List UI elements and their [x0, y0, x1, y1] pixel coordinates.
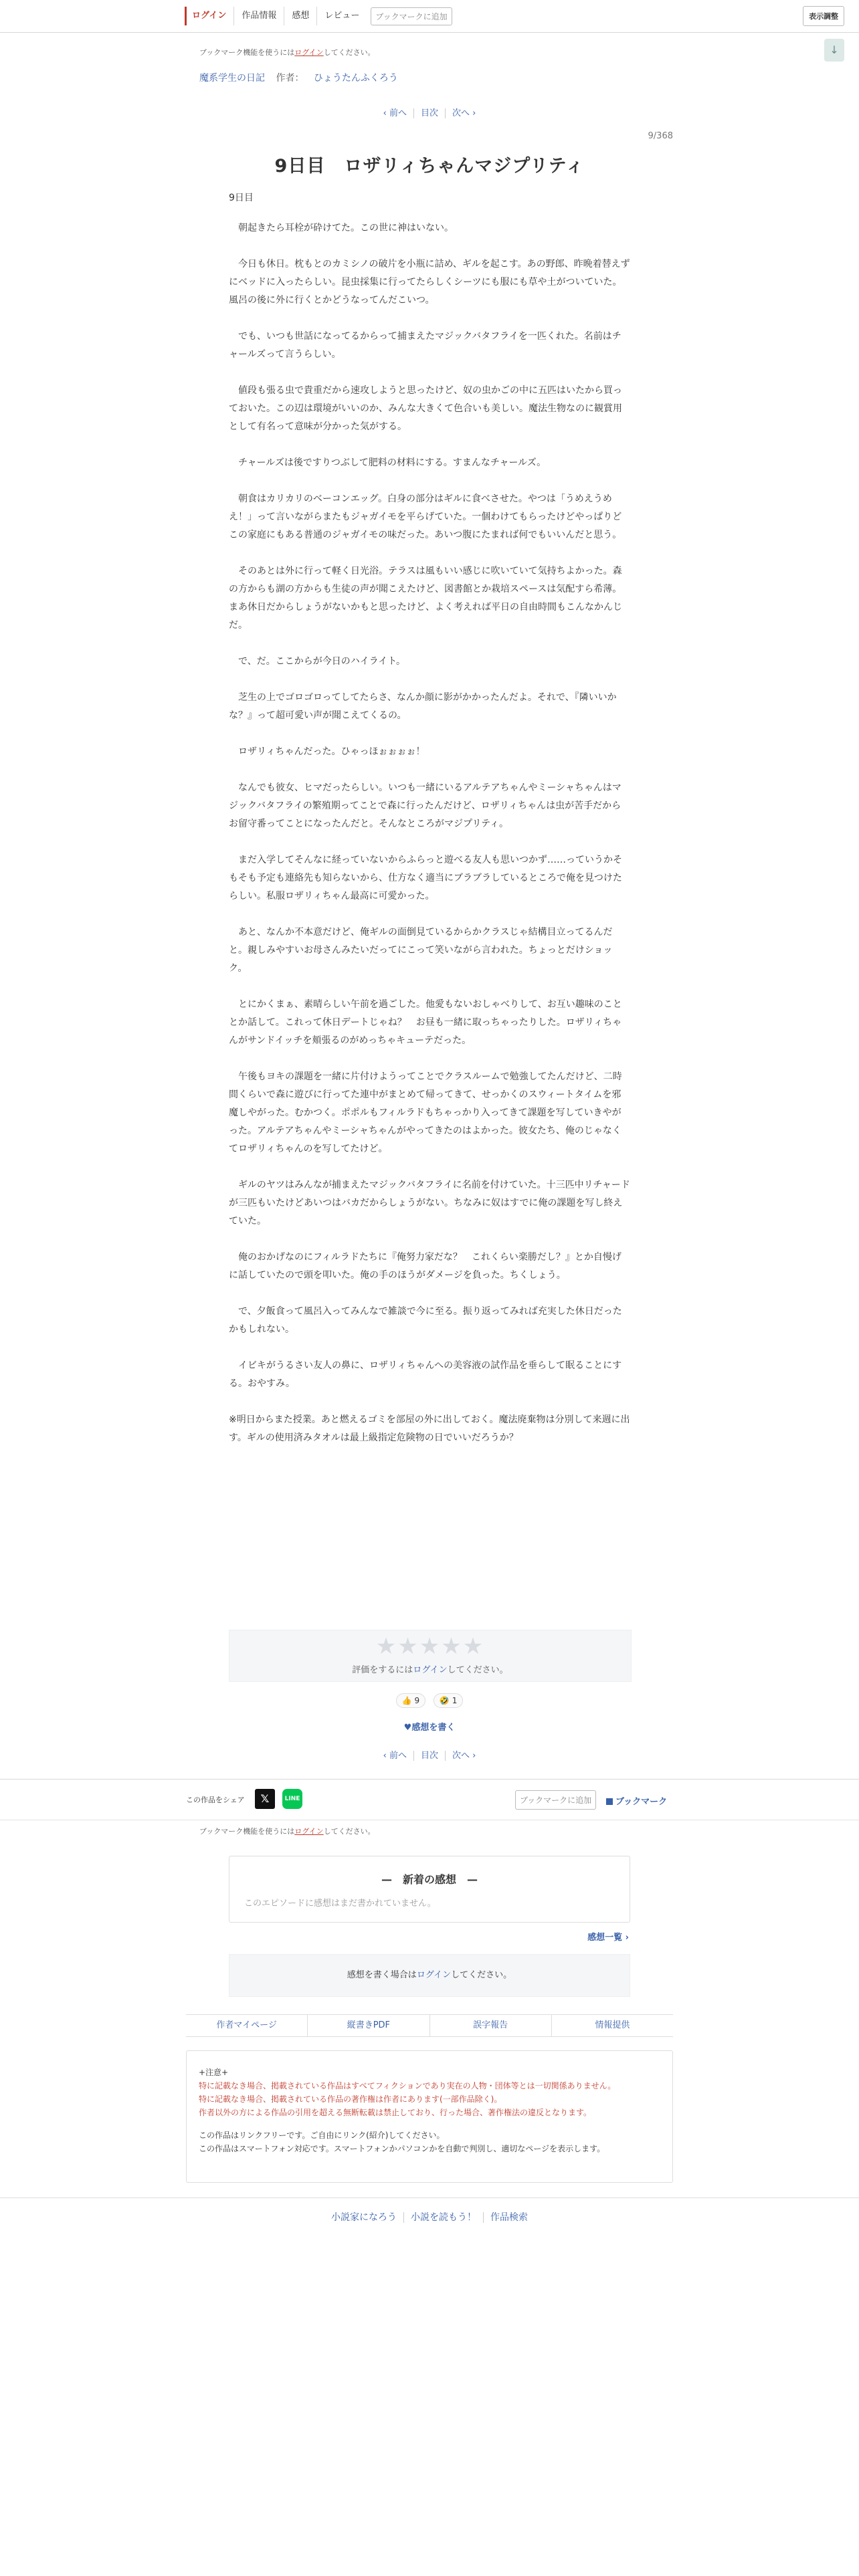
chapter-subtitle: 9日目	[229, 193, 254, 203]
body-paragraph: 朝食はカリカリのベーコンエッグ。白身の部分はギルに食べさせた。やつは「うめえうめえ！」って言いながらまたもジャガイモを平らげていた。一個わけてもらったけどやっぱりどこの家庭にもある普通のジャガイモの味だった。あいつ腹にたまれば何でもいいんだと思う。	[229, 494, 622, 540]
body-paragraph: ※明日からまた授業。あと燃えるゴミを部屋の外に出しておく。魔法廃棄物は分別して来週に出す。ギルの使用済みタオルは最上級指定危険物の日でいいだろうか？	[229, 1414, 630, 1443]
site-header	[0, 0, 859, 33]
rating-login-link[interactable]: ログイン	[413, 1665, 448, 1675]
bookmark-login-link[interactable]: ログイン	[294, 48, 324, 57]
reaction-bar	[0, 1693, 859, 1708]
author-mypage-link[interactable]: 作者マイページ	[216, 2020, 277, 2030]
body-paragraph: とにかくまぁ、素晴らしい午前を過ごした。他愛もないおしゃべりして、お互い趣味のこととか話して。これって休日デートじゃね？ お昼も一緒に取っちゃったりした。ロザリィちゃんがサンドイッチを頬張るのがめっちゃキューテだった。	[229, 999, 622, 1046]
body-paragraph: ロザリィちゃんだった。ひゃっほぉぉぉぉ！	[229, 746, 425, 757]
share-bar	[0, 1779, 859, 1820]
body-paragraph: でも、いつも世話になってるからって捕まえたマジックバタフライを一匹くれた。名前はチャールズって言うらしい。	[229, 331, 622, 360]
novel-body	[229, 219, 630, 1465]
footer-link-yomou[interactable]: 小説を読もう！	[403, 2212, 483, 2223]
chapter-title: 9日目 ロザリィちゃんマジプリティ	[274, 156, 585, 177]
body-paragraph: 今日も休日。枕もとのカミシノの破片を小瓶に詰め、ギルを起こす。あの野郎、昨晩着替えずにベッドに入ったらしい。昆虫採集に行ってたらしくシーツにも服にも草や土がついていた。風呂の後に外に行くとかどうなってんだこいつ。	[229, 259, 630, 306]
share-label: この作品をシェア	[186, 1796, 245, 1804]
bookmark-icon	[606, 1798, 613, 1805]
bookmark-login-note-bottom: ブックマーク機能を使うにはログインしてください。	[199, 1827, 375, 1836]
thumbs-up-icon: 👍	[401, 1696, 412, 1705]
body-paragraph: そのあとは外に行って軽く日光浴。テラスは風もいい感じに吹いていて気持ちよかった。森の方からも湖の方からも生徒の声が聞こえたけど、図書館とか栽培スペースは気配すら希薄。まあ休日だからしょうがないかもと思ったけど、よく考えれば平日の自由時間もこんなかんじだ。	[229, 566, 622, 631]
body-paragraph: 午後もヨキの課題を一緒に片付けようってことでクラスルームで勉強してたんだけど、二時間くらいで森に遊びに行ってた連中がまとめて帰ってきて、せっかくのスウィートタイムを邪魔しやがった。むかつく。ポポルもフィルラドもちゃっかり入ってきて課題を写していきやがった。アルテアちゃんやミーシャちゃんがやってきたのはよかった。彼女たち、俺のじゃなくてロザリィちゃんのを写してたけど。	[229, 1071, 622, 1154]
new-reviews-box	[229, 1856, 630, 1923]
bookmark-add-button-bottom[interactable]: ブックマークに追加	[515, 1790, 596, 1810]
body-paragraph: で、夕飯食って風呂入ってみんなで雑談で今に至る。振り返ってみれば充実した休日だったかもしれない。	[229, 1306, 622, 1335]
next-link-bottom[interactable]: 次へ ›	[445, 1751, 482, 1761]
laugh-icon: 🤣	[439, 1696, 450, 1705]
footer-link-narou[interactable]: 小説家になろう	[331, 2212, 397, 2223]
body-paragraph: なんでも彼女、ヒマだったらしい。いつも一緒にいるアルテアちゃんやミーシャちゃんはマジックバタフライの繁殖期ってことで森に行ったんだけど、ロザリィちゃんは虫が苦手だからお留守番ってことになったんだと。そんなところがマジプリティ。	[229, 782, 622, 829]
body-paragraph: 朝起きたら耳栓が砕けてた。この世に神はいない。	[229, 223, 454, 233]
page-number: 9/368	[648, 131, 673, 141]
bookmark-add-button[interactable]: ブックマークに追加	[371, 7, 452, 25]
impressions-link[interactable]: 感想	[284, 7, 316, 25]
author-link[interactable]: ひょうたんふくろう	[313, 73, 398, 84]
next-link[interactable]: 次へ ›	[445, 108, 482, 118]
site-footer	[0, 2197, 859, 2224]
toc-link-bottom[interactable]: 目次	[413, 1751, 445, 1761]
rating-stars-icon[interactable]: ★★★★★	[375, 1633, 485, 1660]
reaction-laugh[interactable]: 🤣 1	[434, 1693, 463, 1708]
new-reviews-heading: — 新着の感想 —	[381, 1873, 478, 1886]
vertical-pdf-link[interactable]: 縦書きPDF	[307, 2015, 429, 2036]
notice-box	[186, 2050, 673, 2183]
body-paragraph: で、だ。ここからが今日のハイライト。	[229, 656, 406, 667]
body-paragraph: 俺のおかげなのにフィルラドたちに『俺努力家だな？ これくらい楽勝だし？』とか自慢げに話していたので頭を叩いた。俺の手のほうがダメージを負った。ちくしょう。	[229, 1252, 622, 1281]
pager-top	[0, 106, 859, 118]
review-login-box: 感想を書く場合はログインしてください。	[229, 1954, 630, 1997]
pager-bottom	[0, 1748, 859, 1761]
series-info	[199, 71, 398, 84]
no-reviews-text: このエピソードに感想はまだ書かれていません。	[244, 1899, 436, 1909]
notice-line-2: この作品はスマートフォン対応です。スマートフォンかパソコンかを自動で判別し、適切なページを表示します。	[199, 2144, 605, 2153]
rating-box	[229, 1630, 632, 1682]
line-share-icon[interactable]: LINE	[282, 1789, 302, 1809]
body-paragraph: イビキがうるさい友人の鼻に、ロザリィちゃんへの美容液の試作品を垂らして眠ることにする。おやすみ。	[229, 1360, 622, 1389]
bookmark-link[interactable]: ブックマーク	[606, 1794, 667, 1807]
review-link[interactable]: レビュー	[316, 7, 367, 25]
review-list-link[interactable]: 感想一覧 ›	[587, 1933, 629, 1943]
bookmark-login-note: ブックマーク機能を使うにはログインしてください。	[199, 48, 375, 57]
body-paragraph: チャールズは後ですりつぶして肥料の材料にする。すまんなチャールズ。	[229, 457, 547, 468]
prev-link-bottom[interactable]: ‹ 前へ	[383, 1751, 407, 1761]
body-paragraph: 値段も張る虫で貴重だから速攻しようと思ったけど、奴の虫かごの中に五匹はいたから買っておいた。この辺は環境がいいのか、みんな大きくて色合いも美しい。魔法生物なのに観賞用として有名って意味が分かった気がする。	[229, 385, 622, 432]
body-paragraph: ギルのヤツはみんなが捕まえたマジックバタフライに名前を付けていた。十三匹中リチャードが三匹もいたけどあいつはバカだからしょうがない。ちなみに奴はすでに俺の課題を写し終えていた。	[229, 1180, 630, 1226]
body-paragraph: あと、なんか不本意だけど、俺ギルの面倒見ているからかクラスじゃ結構目立ってるんだと。親しみやすいお母さんみたいだってにこって笑いながら言われた。ちょっとだけショック。	[229, 927, 613, 974]
rating-login-note: 評価をするにはログインしてください。	[352, 1665, 508, 1675]
notice-line-1: この作品はリンクフリーです。ご自由にリンク(紹介)してください。	[199, 2131, 445, 2140]
info-links-bar	[186, 2014, 673, 2037]
display-settings-button[interactable]: 表示調整	[803, 6, 844, 26]
info-report-link[interactable]: 情報提供	[551, 2015, 673, 2036]
body-paragraph: まだ入学してそんなに経っていないからふらっと遊べる友人も思いつかず……っていうかそもそも予定も連絡先も知らないから、仕方なく適当にブラブラしているところで俺を見つけたらしい。私服ロザリィちゃん最高に可愛かった。	[229, 855, 622, 901]
typo-report-link[interactable]: 誤字報告	[430, 2015, 551, 2036]
series-title-link[interactable]: 魔系学生の日記	[199, 73, 265, 84]
author-label: 作者：	[276, 73, 304, 84]
x-share-icon[interactable]: 𝕏	[255, 1789, 275, 1809]
notice-red-line-1: 特に記載なき場合、掲載されている作品はすべてフィクションであり実在の人物・団体等とは一切関係ありません。	[199, 2081, 616, 2090]
review-login-link[interactable]: ログイン	[416, 1970, 452, 1980]
login-link[interactable]: ログイン	[185, 7, 233, 25]
footer-link-search[interactable]: 作品検索	[483, 2212, 535, 2223]
reaction-thumbs-up[interactable]: 👍 9	[396, 1693, 425, 1708]
notice-red-line-3: 作者以外の方による作品の引用を超える無断転載は禁止しており、行った場合、著作権法の違反となります。	[199, 2108, 592, 2117]
toc-link[interactable]: 目次	[413, 108, 445, 118]
notice-red-line-2: 特に記載なき場合、掲載されている作品の著作権は作者にあります(一部作品除く)。	[199, 2095, 502, 2104]
scroll-down-icon[interactable]: ↓	[824, 39, 844, 62]
write-review-link[interactable]: ♥感想を書く	[403, 1723, 456, 1733]
prev-link[interactable]: ‹ 前へ	[383, 108, 407, 118]
top-nav	[185, 4, 452, 28]
bookmark-login-link-bottom[interactable]: ログイン	[294, 1827, 324, 1836]
novel-info-link[interactable]: 作品情報	[233, 7, 284, 25]
notice-title: +注意+	[199, 2068, 229, 2077]
body-paragraph: 芝生の上でゴロゴロってしてたらさ、なんか顔に影がかかったんだよ。それで、『隣いいかな？』って超可愛い声が聞こえてくるの。	[229, 692, 617, 721]
